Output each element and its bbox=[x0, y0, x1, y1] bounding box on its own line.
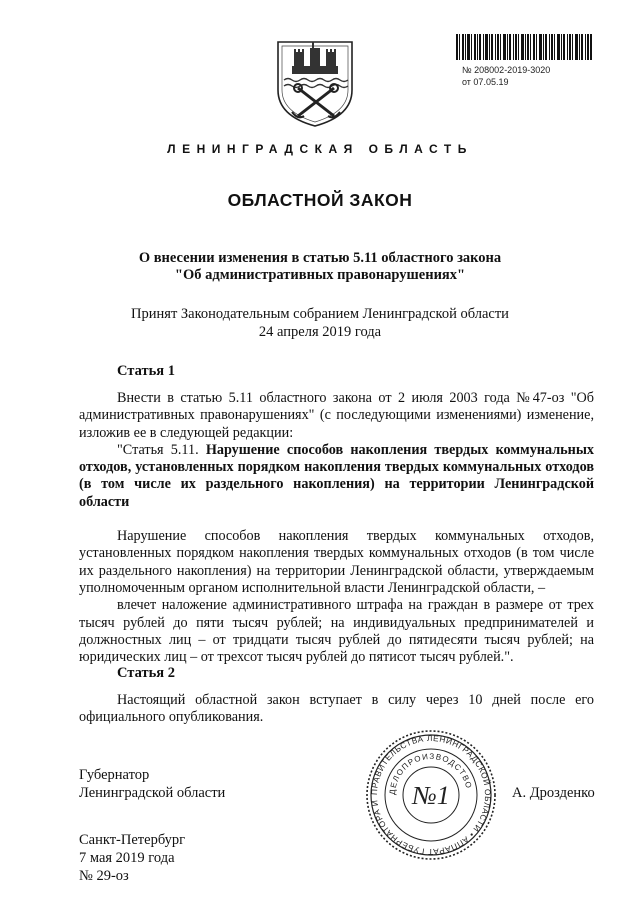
article-1-quote-heading bbox=[79, 442, 594, 511]
coat-of-arms-emblem bbox=[272, 38, 358, 130]
seal-ring-text: ПРАВИТЕЛЬСТВА ЛЕНИНГРАДСКОЙ ОБЛАСТИ • АППАРАТ ГУБЕРНАТОРА И bbox=[369, 733, 493, 857]
signatory-position bbox=[79, 766, 225, 802]
law-type-heading: ОБЛАСТНОЙ ЗАКОН bbox=[227, 190, 413, 210]
article-1-heading: Статья 1 bbox=[117, 363, 175, 379]
article-1-violation: Нарушение способов накопления твердых коммунальных отходов, установленных порядком накопления твердых коммунальных отходов (в том числе их раздельного накопления) на территории Ленинградской области, утверждаемым уполномоченным органом исполнительной власти Ленинградской области, – bbox=[79, 528, 594, 596]
footer-city: Санкт-Петербург bbox=[79, 832, 186, 848]
article-1-penalty: влечет наложение административного штрафа на граждан в размере от трех тысяч рублей до пяти тысяч рублей; на индивидуальных предпринимателей и должностных лиц – от тридцати тысяч рублей до пятидесяти тысяч рублей; на юридических лиц – от трехсот тысяч рублей до пятисот тысяч рублей.". bbox=[79, 597, 594, 666]
document-footer bbox=[79, 831, 185, 885]
registration-number: № 208002-2019-3020 bbox=[462, 65, 551, 75]
law-title-line-1: О внесении изменения в статью 5.11 областного закона bbox=[138, 250, 502, 266]
seal-number: №1 bbox=[412, 781, 450, 810]
quote-prefix: "Статья 5.11. bbox=[117, 441, 199, 458]
article-1-intro: Внести в статью 5.11 областного закона от 2 июля 2003 года №47-оз "Об административных правонарушениях" (с последующими изменениями) изменение, изложив ее в следующей редакции: bbox=[79, 390, 594, 441]
article-2-heading: Статья 2 bbox=[117, 665, 175, 681]
footer-law-number: № 29-оз bbox=[79, 868, 129, 884]
official-seal-stamp bbox=[364, 728, 498, 862]
seal-inner-text: ДЕЛОПРОИЗВОДСТВО bbox=[387, 751, 474, 796]
footer-date: 7 мая 2019 года bbox=[79, 850, 175, 866]
law-title bbox=[0, 250, 640, 284]
signatory-position-line-1: Губернатор bbox=[79, 767, 150, 783]
quote-bold-title: Нарушение способов накопления твердых коммунальных отходов, установленных порядком накопления твердых коммунальных отходов (в том числе их раздельного накопления) на территории Ленинградской области bbox=[79, 441, 595, 510]
registration-block bbox=[456, 34, 596, 88]
registration-date: от 07.05.19 bbox=[462, 77, 509, 87]
signatory-position-line-2: Ленинградской области bbox=[79, 785, 226, 801]
signatory-name: А. Дрозденко bbox=[512, 785, 595, 801]
article-2-body bbox=[79, 692, 594, 727]
law-title-line-2: "Об административных правонарушениях" bbox=[174, 267, 466, 283]
article-2-text: Настоящий областной закон вступает в силу через 10 дней после его официального опубликования. bbox=[79, 692, 594, 726]
adoption-line-1: Принят Законодательным собранием Ленинградской области bbox=[131, 306, 509, 322]
barcode-icon bbox=[456, 34, 592, 60]
adoption-note bbox=[0, 305, 640, 341]
adoption-date: 24 апреля 2019 года bbox=[258, 324, 382, 340]
region-name: ЛЕНИНГРАДСКАЯ ОБЛАСТЬ bbox=[167, 142, 473, 156]
article-1-body bbox=[79, 390, 594, 666]
